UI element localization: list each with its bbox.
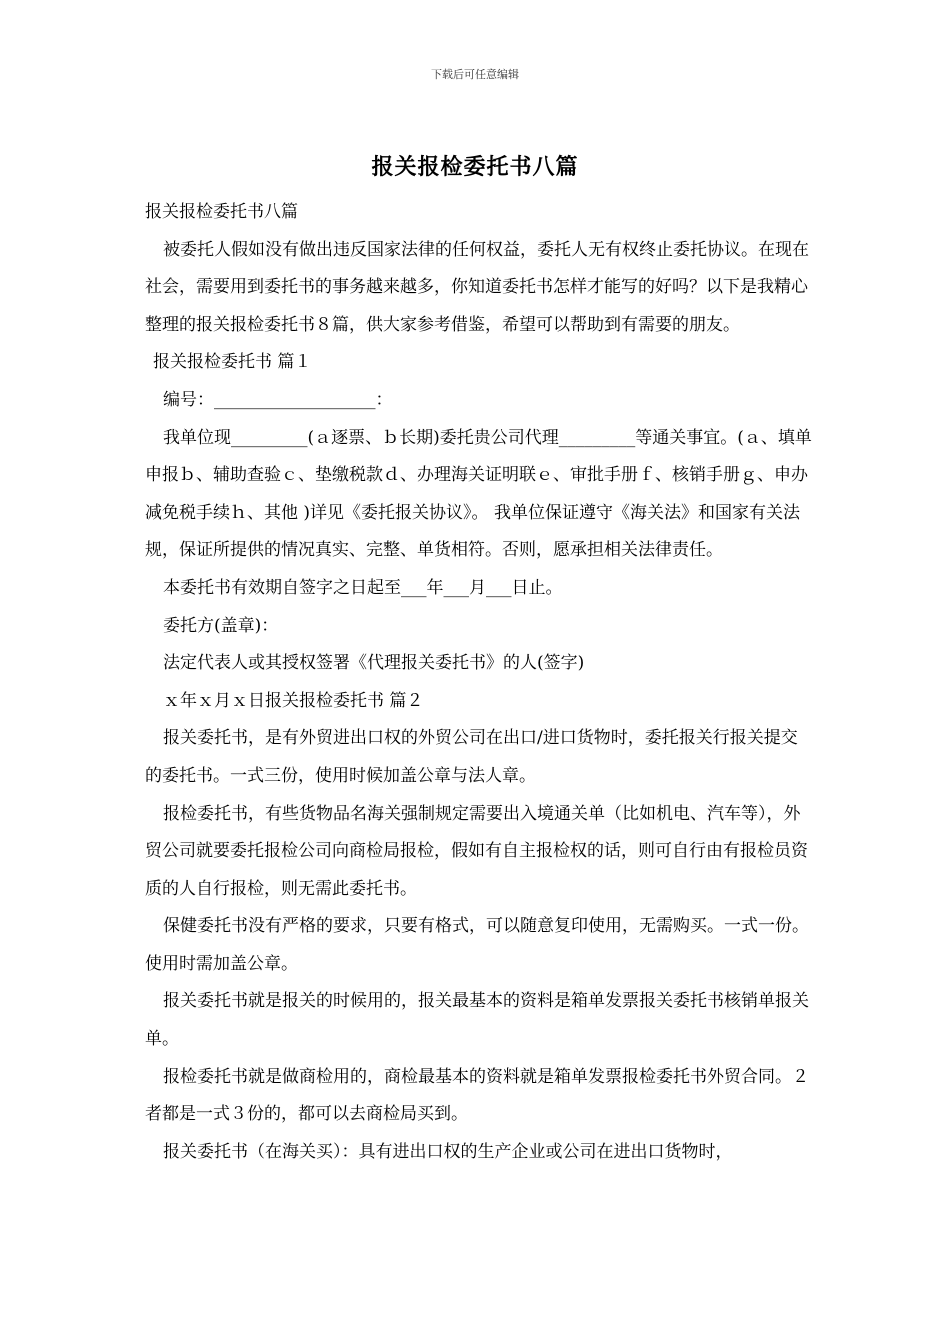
paragraph: 报检委托书就是做商检用的，商检最基本的资料就是箱单发票报检委托书外贸合同。２者都是一式３份的，都可以去商检局买到。: [145, 1066, 809, 1125]
paragraph: 编号：___________________：: [163, 389, 393, 410]
section-heading: ｘ年ｘ月ｘ日报关报检委托书 篇２: [163, 690, 424, 711]
paragraph: 被委托人假如没有做出违反国家法律的任何权益，委托人无有权终止委托协议。在现在社会，需要用到委托书的事务越来越多，你知道委托书怎样才能写的好吗？以下是我精心整理的报关报检委托书８篇，供大家参考借鉴，希望可以帮助到有需要的朋友。: [145, 239, 809, 335]
paragraph: 委托方(盖章)：: [163, 615, 279, 636]
section-heading: 报关报检委托书 篇１: [153, 352, 312, 373]
document-title: 报关报检委托书八篇: [371, 154, 579, 180]
paragraph: 报检委托书，有些货物品名海关强制规定需要出入境通关单（比如机电、汽车等），外贸公司就要委托报检公司向商检局报检，假如有自主报检权的话，则可自行由有报检员资质的人自行报检，则无需此委托书。: [145, 803, 808, 899]
document-body: [145, 194, 813, 1171]
paragraph: 报关委托书，是有外贸进出口权的外贸公司在出口/进口货物时，委托报关行报关提交的委托书。一式三份，使用时候加盖公章与法人章。: [145, 728, 798, 786]
paragraph: 报关委托书就是报关的时候用的，报关最基本的资料是箱单发票报关委托书核销单报关单。: [145, 991, 809, 1050]
paragraph: 保健委托书没有严格的要求，只要有格式，可以随意复印使用，无需购买。一式一份。使用时需加盖公章。: [145, 916, 809, 974]
header-note: 下载后可任意编辑: [431, 68, 519, 81]
paragraph: 报关委托书（在海关买）：具有进出口权的生产企业或公司在进出口货物时，: [163, 1141, 733, 1162]
paragraph: 我单位现_________(ａ逐票、ｂ长期)委托贵公司代理_________等通关事宜。(ａ、填单申报ｂ、辅助查验ｃ、垫缴税款ｄ、办理海关证明联ｅ、审批手册ｆ、核销手册ｇ、申办减免税手续ｈ、其他 )详见《委托报关协议》。 我单位保证遵守《海关法》和国家有关法规，保证所提供的情况真实、完整、单货相符。否则，愿承担相关法律责任。: [145, 427, 812, 561]
paragraph: 本委托书有效期自签字之日起至___年___月___日止。: [163, 577, 563, 598]
paragraph: 法定代表人或其授权签署《代理报关委托书》的人(签字): [163, 653, 585, 674]
paragraph: 报关报检委托书八篇: [145, 202, 298, 222]
